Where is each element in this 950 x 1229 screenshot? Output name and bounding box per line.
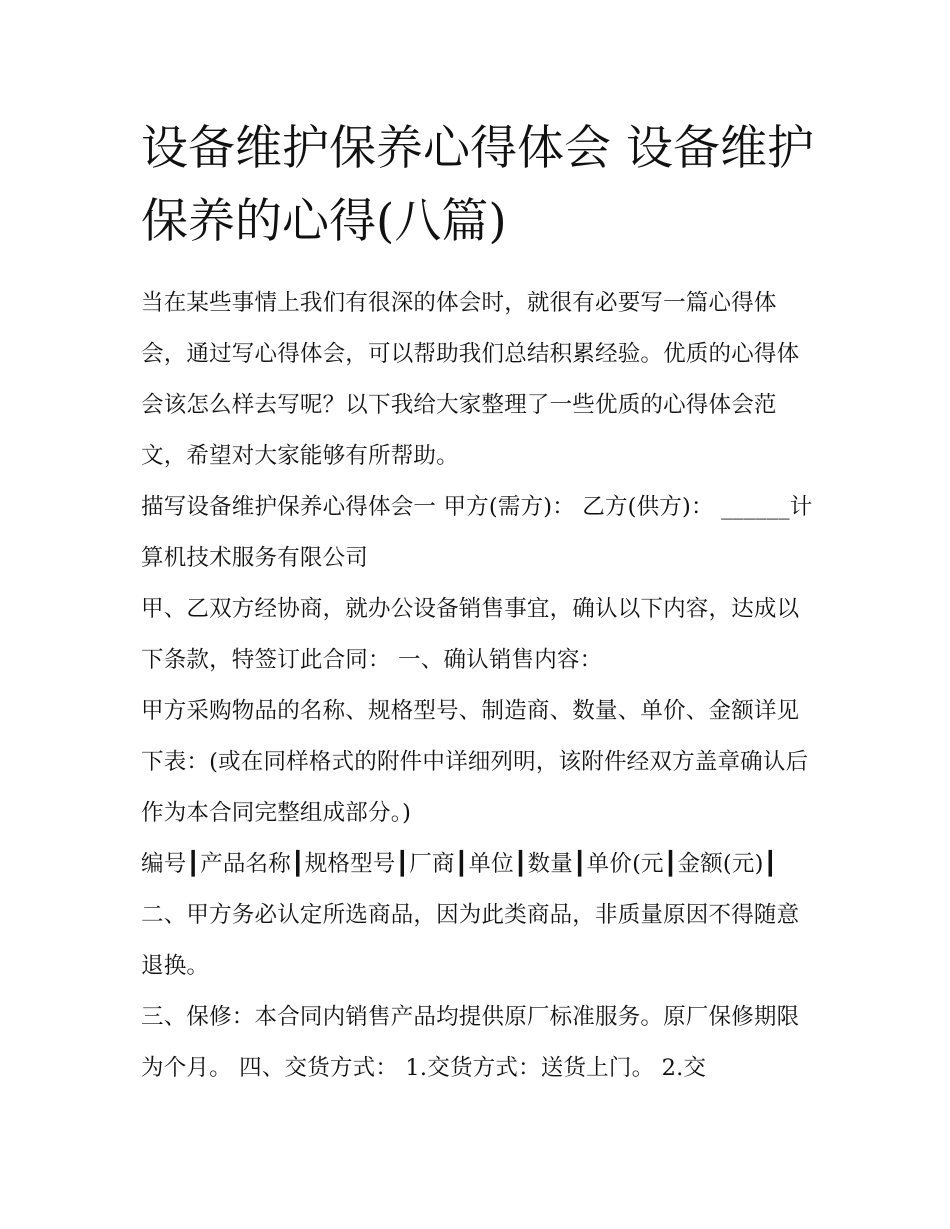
paragraph-intro: 当在某些事情上我们有很深的体会时，就很有必要写一篇心得体会，通过写心得体会，可以帮助我们总结积累经验。优质的心得体会该怎么样去写呢？以下我给大家整理了一些优质的心得体会范文，希望对大家能够有所帮助。 xyxy=(141,290,800,469)
paragraph-item-table: 编号┃产品名称┃规格型号┃厂商┃单位┃数量┃单价(元┃金额(元)┃二、甲方务必认定所选商品，因为此类商品，非质量原因不得随意退换。 xyxy=(141,851,800,979)
document-title: 设备维护保养心得体会 设备维护保养的心得(八篇) xyxy=(141,121,814,249)
paragraph-parties: 描写设备维护保养心得体会一 甲方(需方)： 乙方(供方)： ______计算机技术服务有限公司 xyxy=(141,494,813,571)
paragraph-warranty-delivery: 三、保修：本合同内销售产品均提供原厂标准服务。原厂保修期限为个月。 四、交货方式： 1.交货方式：送货上门。 2.交 xyxy=(141,1004,800,1081)
paragraph-agreement: 甲、乙双方经协商，就办公设备销售事宜，确认以下内容，达成以下条款，特签订此合同： 一、确认销售内容： xyxy=(141,596,800,673)
document-body xyxy=(141,112,817,1094)
paragraph-purchase-items: 甲方采购物品的名称、规格型号、制造商、数量、单价、金额详见下表：(或在同样格式的附件中详细列明，该附件经双方盖章确认后作为本合同完整组成部分。) xyxy=(141,698,809,826)
